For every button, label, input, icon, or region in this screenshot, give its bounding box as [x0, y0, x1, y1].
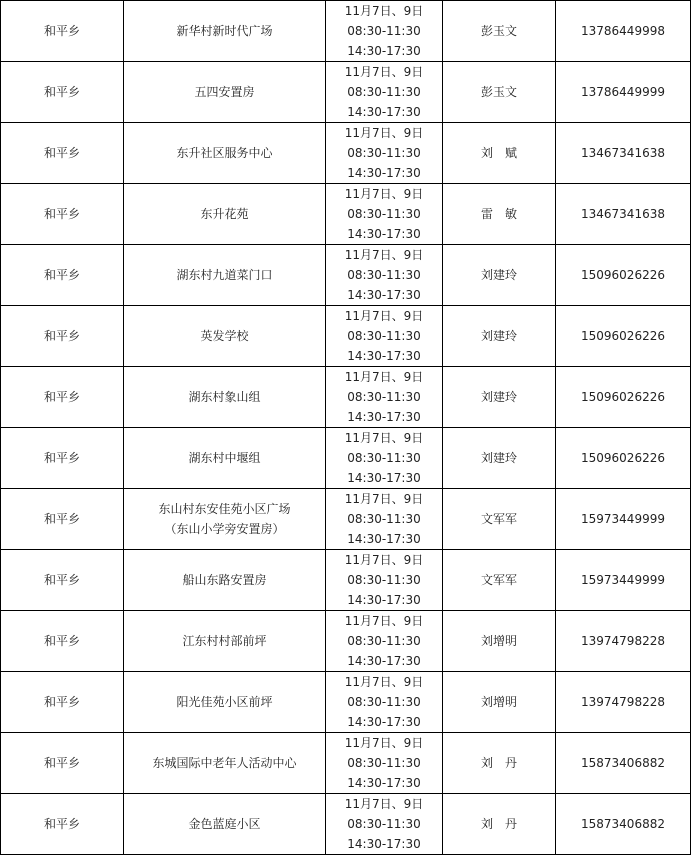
table-row [1, 184, 691, 245]
time-cell [326, 672, 443, 733]
afternoon-hours-text: 14:30-17:30 [347, 288, 421, 302]
site-name-line: 湖东村中堰组 [188, 451, 261, 465]
contact-person-cell: 刘建玲 [443, 245, 556, 306]
town-cell: 和平乡 [1, 123, 124, 184]
time-cell [326, 245, 443, 306]
morning-hours-text: 08:30-11:30 [347, 451, 421, 465]
site-cell [124, 306, 326, 367]
phone-number-cell: 15873406882 [556, 794, 691, 855]
table-row [1, 489, 691, 550]
afternoon-hours-text: 14:30-17:30 [347, 44, 421, 58]
table-row [1, 550, 691, 611]
table-row [1, 794, 691, 855]
contact-person-cell: 刘 赋 [443, 123, 556, 184]
time-cell [326, 428, 443, 489]
date-text: 11月7日、9日 [344, 736, 424, 750]
town-cell: 和平乡 [1, 367, 124, 428]
afternoon-hours-text: 14:30-17:30 [347, 715, 421, 729]
contact-person-cell: 刘建玲 [443, 306, 556, 367]
afternoon-hours-text: 14:30-17:30 [347, 410, 421, 424]
site-cell [124, 367, 326, 428]
site-name-line: 金色蓝庭小区 [188, 817, 261, 831]
town-cell: 和平乡 [1, 1, 124, 62]
site-name-line: 船山东路安置房 [182, 573, 267, 587]
contact-person-cell: 雷 敏 [443, 184, 556, 245]
afternoon-hours-text: 14:30-17:30 [347, 532, 421, 546]
contact-person-cell: 文军军 [443, 489, 556, 550]
morning-hours-text: 08:30-11:30 [347, 634, 421, 648]
morning-hours-text: 08:30-11:30 [347, 695, 421, 709]
table-row [1, 123, 691, 184]
date-text: 11月7日、9日 [344, 492, 424, 506]
town-cell: 和平乡 [1, 672, 124, 733]
morning-hours-text: 08:30-11:30 [347, 756, 421, 770]
afternoon-hours-text: 14:30-17:30 [347, 776, 421, 790]
contact-person-cell: 刘建玲 [443, 367, 556, 428]
site-cell [124, 245, 326, 306]
date-text: 11月7日、9日 [344, 309, 424, 323]
date-text: 11月7日、9日 [344, 675, 424, 689]
site-cell [124, 184, 326, 245]
town-cell: 和平乡 [1, 794, 124, 855]
afternoon-hours-text: 14:30-17:30 [347, 471, 421, 485]
afternoon-hours-text: 14:30-17:30 [347, 105, 421, 119]
site-cell [124, 62, 326, 123]
time-cell [326, 123, 443, 184]
table-row [1, 245, 691, 306]
afternoon-hours-text: 14:30-17:30 [347, 349, 421, 363]
contact-person-cell: 彭玉文 [443, 62, 556, 123]
phone-number-cell: 13786449998 [556, 1, 691, 62]
site-name-line: 江东村村部前坪 [182, 634, 267, 648]
table-row [1, 611, 691, 672]
phone-number-cell: 13467341638 [556, 184, 691, 245]
afternoon-hours-text: 14:30-17:30 [347, 593, 421, 607]
town-cell: 和平乡 [1, 733, 124, 794]
phone-number-cell: 13974798228 [556, 672, 691, 733]
contact-person-cell: 文军军 [443, 550, 556, 611]
afternoon-hours-text: 14:30-17:30 [347, 227, 421, 241]
time-cell [326, 1, 443, 62]
date-text: 11月7日、9日 [344, 614, 424, 628]
time-cell [326, 306, 443, 367]
afternoon-hours-text: 14:30-17:30 [347, 654, 421, 668]
contact-person-cell: 刘增明 [443, 611, 556, 672]
site-cell [124, 550, 326, 611]
contact-person-cell: 刘增明 [443, 672, 556, 733]
site-name-line: 新华村新时代广场 [176, 24, 273, 38]
afternoon-hours-text: 14:30-17:30 [347, 166, 421, 180]
morning-hours-text: 08:30-11:30 [347, 24, 421, 38]
site-cell [124, 611, 326, 672]
time-cell [326, 733, 443, 794]
contact-person-cell: 彭玉文 [443, 1, 556, 62]
phone-number-cell: 15096026226 [556, 306, 691, 367]
contact-person-cell: 刘 丹 [443, 733, 556, 794]
date-text: 11月7日、9日 [344, 797, 424, 811]
date-text: 11月7日、9日 [344, 431, 424, 445]
site-name-line: 英发学校 [200, 329, 249, 343]
date-text: 11月7日、9日 [344, 248, 424, 262]
site-name-line: 湖东村九道菜门口 [176, 268, 273, 282]
site-name-line: 阳光佳苑小区前坪 [176, 695, 273, 709]
table-row [1, 367, 691, 428]
contact-person-cell: 刘 丹 [443, 794, 556, 855]
table-row [1, 62, 691, 123]
phone-number-cell: 13974798228 [556, 611, 691, 672]
contact-person-cell: 刘建玲 [443, 428, 556, 489]
phone-number-cell: 15873406882 [556, 733, 691, 794]
time-cell [326, 367, 443, 428]
table-row [1, 428, 691, 489]
morning-hours-text: 08:30-11:30 [347, 329, 421, 343]
site-name-line: 东升社区服务中心 [176, 146, 273, 160]
site-cell [124, 672, 326, 733]
morning-hours-text: 08:30-11:30 [347, 390, 421, 404]
morning-hours-text: 08:30-11:30 [347, 512, 421, 526]
town-cell: 和平乡 [1, 62, 124, 123]
time-cell [326, 794, 443, 855]
date-text: 11月7日、9日 [344, 4, 424, 18]
table-row [1, 306, 691, 367]
phone-number-cell: 15096026226 [556, 367, 691, 428]
morning-hours-text: 08:30-11:30 [347, 573, 421, 587]
morning-hours-text: 08:30-11:30 [347, 817, 421, 831]
town-cell: 和平乡 [1, 184, 124, 245]
time-cell [326, 184, 443, 245]
phone-number-cell: 13467341638 [556, 123, 691, 184]
date-text: 11月7日、9日 [344, 65, 424, 79]
site-cell [124, 794, 326, 855]
table-row [1, 672, 691, 733]
site-cell [124, 733, 326, 794]
phone-number-cell: 15973449999 [556, 550, 691, 611]
town-cell: 和平乡 [1, 489, 124, 550]
town-cell: 和平乡 [1, 245, 124, 306]
site-cell [124, 1, 326, 62]
town-cell: 和平乡 [1, 550, 124, 611]
time-cell [326, 489, 443, 550]
town-cell: 和平乡 [1, 611, 124, 672]
town-cell: 和平乡 [1, 306, 124, 367]
morning-hours-text: 08:30-11:30 [347, 85, 421, 99]
site-name-line: 东升花苑 [200, 207, 249, 221]
phone-number-cell: 13786449999 [556, 62, 691, 123]
afternoon-hours-text: 14:30-17:30 [347, 837, 421, 851]
phone-number-cell: 15096026226 [556, 245, 691, 306]
date-text: 11月7日、9日 [344, 370, 424, 384]
phone-number-cell: 15096026226 [556, 428, 691, 489]
date-text: 11月7日、9日 [344, 553, 424, 567]
site-cell [124, 123, 326, 184]
table-row [1, 733, 691, 794]
table-row [1, 1, 691, 62]
site-name-line: 五四安置房 [194, 85, 255, 99]
site-name-line: 湖东村象山组 [188, 390, 261, 404]
site-name-line: 东山村东安佳苑小区广场 [158, 502, 291, 516]
site-cell [124, 428, 326, 489]
time-cell [326, 62, 443, 123]
site-name-line: 东城国际中老年人活动中心 [152, 756, 297, 770]
date-text: 11月7日、9日 [344, 126, 424, 140]
morning-hours-text: 08:30-11:30 [347, 268, 421, 282]
site-cell [124, 489, 326, 550]
time-cell [326, 611, 443, 672]
time-cell [326, 550, 443, 611]
schedule-body [1, 1, 691, 855]
town-cell: 和平乡 [1, 428, 124, 489]
site-name-line: （东山小学旁安置房） [164, 522, 285, 536]
date-text: 11月7日、9日 [344, 187, 424, 201]
morning-hours-text: 08:30-11:30 [347, 207, 421, 221]
morning-hours-text: 08:30-11:30 [347, 146, 421, 160]
phone-number-cell: 15973449999 [556, 489, 691, 550]
